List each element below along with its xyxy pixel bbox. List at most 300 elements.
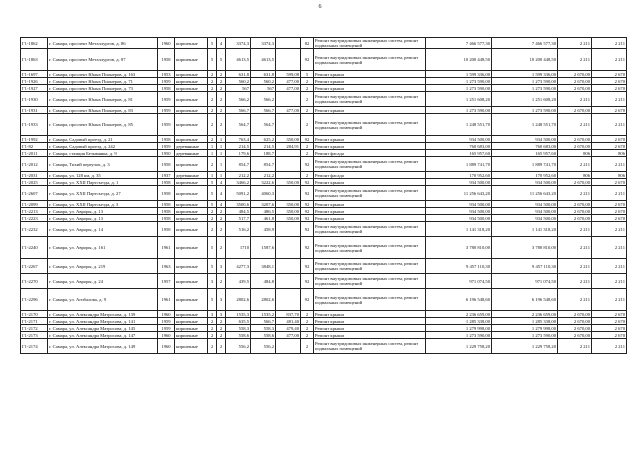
cell-unit-price-limit: 2 670 — [592, 208, 627, 215]
cell-floors: 5 — [208, 179, 217, 186]
cell-unit-price-limit: 2 211 — [592, 289, 627, 311]
cell-build-year: 1937 — [158, 172, 175, 179]
cell-wall-material: кирпичные — [175, 78, 208, 85]
cell-living-area: 4613,5 — [251, 49, 276, 71]
cell-unit-price-fact: 2 211 — [558, 92, 592, 107]
cell-cost-fund: 7 466 577,30 — [492, 38, 558, 49]
cell-total-area: 635,5 — [226, 318, 251, 325]
cell-living-area: 1535,2 — [251, 311, 276, 318]
cell-cost-fund: 10 200 448,50 — [492, 49, 558, 71]
cell-address: г. Самара, ул. Александра Матросова, д. 149 — [48, 339, 158, 354]
cell-unit-price-limit: 806 — [592, 150, 627, 157]
cell-build-year: 1960 — [158, 311, 175, 318]
cell-registry-id: Г1-2267 — [21, 259, 48, 274]
cell-wall-material: деревянные — [175, 150, 208, 157]
cell-build-year: 1953 — [158, 71, 175, 78]
cell-floors: 2 — [208, 318, 217, 325]
cell-wall-material: кирпичные — [175, 222, 208, 237]
cell-address: г. Самара, проспект Юных Пионеров, д. 71 — [48, 78, 158, 85]
cell-unit-code: 2 — [301, 172, 314, 179]
cell-wall-material: кирпичные — [175, 71, 208, 78]
cell-entrances: 2 — [217, 78, 226, 85]
cell-build-year: 1958 — [158, 208, 175, 215]
cell-cost-total: 3 780 810,00 — [426, 237, 492, 259]
cell-work-type: Ремонт крыши — [314, 143, 426, 150]
cell-living-area: 3222,6 — [251, 179, 276, 186]
cell-entrances: 1 — [217, 150, 226, 157]
cell-unit-code: 2 — [301, 318, 314, 325]
cell-entrances: 1 — [217, 157, 226, 172]
cell-cost-total: 1 229 758,20 — [426, 339, 492, 354]
cell-wall-material: кирпичные — [175, 107, 208, 114]
cell-living-area: 567 — [251, 85, 276, 92]
cell-work-volume — [276, 172, 301, 179]
cell-unit-price-limit: 2 211 — [592, 237, 627, 259]
cell-work-type: Ремонт внутридомовых инженерных систем, ремонт подвальных помещений — [314, 157, 426, 172]
cell-floors: 5 — [208, 237, 217, 259]
cell-cost-total: 1 279 998,00 — [426, 325, 492, 332]
cell-wall-material: кирпичные — [175, 274, 208, 289]
cell-registry-id: Г1-2012 — [21, 157, 48, 172]
cell-work-volume: 350,00 — [276, 201, 301, 208]
cell-cost-total: 1 141 318,20 — [426, 222, 492, 237]
cell-address: г. Самара, ул. Авроры, д. 13 — [48, 208, 158, 215]
cell-cost-fund: 760 683,00 — [492, 143, 558, 150]
cell-work-type: Ремонт внутридомовых инженерных систем, ремонт подвальных помещений — [314, 49, 426, 71]
cell-address: г. Самара, ул. Александра Матросова, д. 141 — [48, 318, 158, 325]
cell-work-volume — [276, 259, 301, 274]
cell-work-volume — [276, 222, 301, 237]
table-row — [21, 237, 627, 259]
cell-address: г. Самара, ул. Авроры, д. 161 — [48, 237, 158, 259]
cell-total-area: 854,7 — [226, 157, 251, 172]
cell-entrances: 3 — [217, 289, 226, 311]
cell-work-volume: 477,00 — [276, 107, 301, 114]
cell-unit-code: 2 — [301, 78, 314, 85]
cell-living-area: 212,2 — [251, 172, 276, 179]
cell-registry-id: Г1-2270 — [21, 274, 48, 289]
cell-entrances: 2 — [217, 114, 226, 136]
cell-registry-id: Г1-2172 — [21, 325, 48, 332]
cell-entrances: 2 — [217, 107, 226, 114]
cell-work-volume — [276, 38, 301, 49]
cell-work-type: Ремонт крыши — [314, 85, 426, 92]
cell-unit-price-limit: 2 211 — [592, 259, 627, 274]
cell-unit-price-fact: 2 670,00 — [558, 71, 592, 78]
cell-cost-total: 7 466 577,30 — [426, 38, 492, 49]
cell-cost-fund: 934 500,00 — [492, 215, 558, 222]
cell-work-type: Ремонт крыши — [314, 325, 426, 332]
cell-cost-fund: 165 957,60 — [492, 150, 558, 157]
table-row — [21, 311, 627, 318]
cell-total-area: 5091,2 — [226, 186, 251, 201]
cell-living-area: 854,7 — [251, 157, 276, 172]
cell-address: г. Самара, проспект Юных Пионеров, д. 83 — [48, 107, 158, 114]
cell-unit-price-limit: 2 211 — [592, 114, 627, 136]
table-row — [21, 259, 627, 274]
cell-cost-fund: 1 889 741,70 — [492, 157, 558, 172]
cell-unit-code: 5 — [301, 71, 314, 78]
cell-cost-fund: 934 500,00 — [492, 136, 558, 143]
cell-work-volume: 481,40 — [276, 318, 301, 325]
cell-cost-total: 1 889 741,70 — [426, 157, 492, 172]
cell-unit-price-fact: 2 670,00 — [558, 143, 592, 150]
table-row — [21, 143, 627, 150]
cell-floors: 3 — [208, 311, 217, 318]
cell-work-volume — [276, 114, 301, 136]
cell-entrances: 3 — [217, 311, 226, 318]
cell-total-area: 214,5 — [226, 143, 251, 150]
cell-build-year: 1959 — [158, 325, 175, 332]
cell-living-area: 566,7 — [251, 107, 276, 114]
cell-work-volume: 350,00 — [276, 215, 301, 222]
cell-registry-id: Г1-1930 — [21, 92, 48, 107]
cell-build-year: 1958 — [158, 85, 175, 92]
cell-work-type: Ремонт крыши — [314, 332, 426, 339]
table-row — [21, 215, 627, 222]
cell-registry-id: Г1-1863 — [21, 49, 48, 71]
cell-unit-price-limit: 2 211 — [592, 157, 627, 172]
cell-registry-id: Г1-82 — [21, 143, 48, 150]
cell-registry-id: Г1-1933 — [21, 114, 48, 136]
cell-unit-code: 92 — [301, 179, 314, 186]
cell-cost-fund: 2 236 659,00 — [492, 311, 558, 318]
cell-floors: 2 — [208, 78, 217, 85]
cell-build-year: 1958 — [158, 222, 175, 237]
cell-work-type: Ремонт внутридомовых инженерных систем, ремонт подвальных помещений — [314, 186, 426, 201]
cell-unit-price-fact: 2 211 — [558, 157, 592, 172]
cell-unit-code: 2 — [301, 339, 314, 354]
cell-cost-fund: 1 251 608,20 — [492, 92, 558, 107]
cell-wall-material: кирпичные — [175, 259, 208, 274]
cell-entrances: 2 — [217, 339, 226, 354]
cell-entrances: 2 — [217, 318, 226, 325]
cell-registry-id: Г1-1926 — [21, 78, 48, 85]
table-row — [21, 208, 627, 215]
cell-unit-code: 2 — [301, 332, 314, 339]
cell-floors: 2 — [208, 114, 217, 136]
cell-cost-total: 165 957,60 — [426, 150, 492, 157]
cell-living-area: 461,8 — [251, 215, 276, 222]
cell-registry-id: Г1-2296 — [21, 289, 48, 311]
cell-work-type: Ремонт крыши — [314, 179, 426, 186]
cell-cost-fund: 1 273 590,00 — [492, 107, 558, 114]
cell-build-year: 1958 — [158, 136, 175, 143]
cell-cost-fund: 9 457 110,30 — [492, 259, 558, 274]
cell-unit-price-limit: 2 670 — [592, 332, 627, 339]
table-row — [21, 38, 627, 49]
cell-cost-total: 1 251 608,20 — [426, 92, 492, 107]
cell-floors: 1 — [208, 143, 217, 150]
cell-wall-material: кирпичные — [175, 237, 208, 259]
cell-cost-fund: 971 074,50 — [492, 274, 558, 289]
cell-wall-material: кирпичные — [175, 325, 208, 332]
cell-cost-fund: 1 273 590,00 — [492, 85, 558, 92]
cell-cost-fund: 1 599 336,00 — [492, 71, 558, 78]
cell-floors: 1 — [208, 150, 217, 157]
cell-living-area: 3374,3 — [251, 38, 276, 49]
cell-address: г. Самара, ул. Авроры, д. 24 — [48, 274, 158, 289]
cell-floors: 5 — [208, 201, 217, 208]
cell-cost-total: 760 683,00 — [426, 143, 492, 150]
cell-cost-fund: 1 273 590,00 — [492, 78, 558, 85]
cell-unit-code: 92 — [301, 208, 314, 215]
cell-living-area: 566,2 — [251, 92, 276, 107]
cell-floors: 5 — [208, 289, 217, 311]
table-row — [21, 157, 627, 172]
cell-registry-id: Г1-1927 — [21, 85, 48, 92]
cell-build-year: 1960 — [158, 38, 175, 49]
cell-cost-total: 6 196 548,60 — [426, 289, 492, 311]
cell-build-year: 1960 — [158, 332, 175, 339]
cell-total-area: 516,2 — [226, 222, 251, 237]
cell-unit-price-fact: 2 670,00 — [558, 85, 592, 92]
cell-entrances: 2 — [217, 208, 226, 215]
cell-address: г. Самара, ул. Александра Матросова, д. 147 — [48, 332, 158, 339]
cell-living-area: 558,3 — [251, 325, 276, 332]
table-row — [21, 136, 627, 143]
cell-living-area: 556,2 — [251, 339, 276, 354]
cell-build-year: 1959 — [158, 318, 175, 325]
cell-wall-material: кирпичные — [175, 289, 208, 311]
cell-entrances: 2 — [217, 71, 226, 78]
cell-entrances: 2 — [217, 85, 226, 92]
cell-unit-price-fact: 2 211 — [558, 222, 592, 237]
cell-floors: 2 — [208, 71, 217, 78]
cell-floors: 5 — [208, 186, 217, 201]
cell-entrances: 4 — [217, 179, 226, 186]
cell-unit-price-fact: 2 211 — [558, 339, 592, 354]
cell-total-area: 3374,3 — [226, 38, 251, 49]
table-row — [21, 186, 627, 201]
cell-floors: 2 — [208, 208, 217, 215]
cell-wall-material: кирпичные — [175, 85, 208, 92]
cell-work-type: Ремонт внутридомовых инженерных систем, ремонт подвальных помещений — [314, 38, 426, 49]
cell-registry-id: Г1-2173 — [21, 332, 48, 339]
cell-total-area: 4277,3 — [226, 259, 251, 274]
cell-wall-material: кирпичные — [175, 332, 208, 339]
cell-entrances: 4 — [217, 38, 226, 49]
cell-living-area: 3848,1 — [251, 259, 276, 274]
cell-unit-code: 2 — [301, 85, 314, 92]
cell-living-area: 188,7 — [251, 150, 276, 157]
cell-floors: 2 — [208, 157, 217, 172]
table-row — [21, 78, 627, 85]
cell-wall-material: кирпичные — [175, 157, 208, 172]
cell-unit-price-fact: 806 — [558, 150, 592, 157]
cell-unit-price-limit: 2 670 — [592, 325, 627, 332]
cell-total-area: 566,2 — [226, 92, 251, 107]
cell-floors: 2 — [208, 92, 217, 107]
table-row — [21, 222, 627, 237]
cell-build-year: 1961 — [158, 289, 175, 311]
cell-entrances: 2 — [217, 215, 226, 222]
cell-address: г. Самара, ул. Александра Матросова, д. 139 — [48, 311, 158, 318]
cell-address: г. Самара, проспект Юных Пионеров, д. 81 — [48, 92, 158, 107]
cell-work-type: Ремонт крыши — [314, 318, 426, 325]
cell-entrances: 2 — [217, 325, 226, 332]
cell-wall-material: кирпичные — [175, 179, 208, 186]
cell-unit-code: 92 — [301, 136, 314, 143]
cell-living-area: 214,5 — [251, 143, 276, 150]
cell-total-area: 439,5 — [226, 274, 251, 289]
cell-unit-code: 92 — [301, 259, 314, 274]
cell-work-volume: 350,00 — [276, 179, 301, 186]
cell-unit-price-fact: 2 670,00 — [558, 311, 592, 318]
cell-work-volume: 284,91 — [276, 143, 301, 150]
cell-work-volume — [276, 237, 301, 259]
cell-cost-fund: 170 952,60 — [492, 172, 558, 179]
cell-work-type: Ремонт крыши — [314, 78, 426, 85]
cell-total-area: 763,4 — [226, 136, 251, 143]
cell-unit-code: 2 — [301, 311, 314, 318]
table-row — [21, 318, 627, 325]
cell-cost-total: 934 500,00 — [426, 215, 492, 222]
cell-entrances: 5 — [217, 49, 226, 71]
cell-registry-id: Г1-2240 — [21, 237, 48, 259]
cell-unit-price-limit: 2 211 — [592, 186, 627, 201]
cell-entrances: 2 — [217, 222, 226, 237]
cell-build-year: 1963 — [158, 259, 175, 274]
cell-address: г. Самара, Садовый проезд, д. 242 — [48, 143, 158, 150]
cell-unit-price-fact: 2 211 — [558, 274, 592, 289]
table-row — [21, 71, 627, 78]
cell-floors: 1 — [208, 172, 217, 179]
cell-unit-code: 2 — [301, 325, 314, 332]
cell-work-type: Ремонт крыши — [314, 311, 426, 318]
cell-unit-code: 92 — [301, 201, 314, 208]
cell-work-volume — [276, 49, 301, 71]
cell-entrances: 2 — [217, 92, 226, 107]
cell-build-year: 1958 — [158, 157, 175, 172]
cell-build-year: 1958 — [158, 49, 175, 71]
cell-build-year: 1958 — [158, 215, 175, 222]
cell-cost-total: 1 273 590,00 — [426, 332, 492, 339]
cell-living-area: 625,2 — [251, 136, 276, 143]
cell-total-area: 3466,2 — [226, 179, 251, 186]
cell-address: г. Самара, станция Безымянка, д. 9 — [48, 150, 158, 157]
cell-entrances: 1 — [217, 136, 226, 143]
cell-registry-id: Г1-2099 — [21, 201, 48, 208]
cell-address: г. Самара, ул. XXII Партсъезда, д. 1 — [48, 179, 158, 186]
cell-work-type: Ремонт крыши — [314, 107, 426, 114]
cell-work-volume: 599,08 — [276, 71, 301, 78]
cell-living-area: 566,7 — [251, 318, 276, 325]
cell-entrances: 1 — [217, 172, 226, 179]
cell-entrances: 4 — [217, 201, 226, 208]
cell-cost-fund: 1 285 338,00 — [492, 318, 558, 325]
cell-address: г. Самара, проспект Юных Пионеров, д. 163 — [48, 71, 158, 78]
cell-living-area: 558,6 — [251, 332, 276, 339]
cell-total-area: 631,8 — [226, 71, 251, 78]
cell-cost-fund: 934 500,00 — [492, 201, 558, 208]
cell-unit-code: 2 — [301, 114, 314, 136]
cell-build-year: 1957 — [158, 274, 175, 289]
cell-unit-price-fact: 2 211 — [558, 38, 592, 49]
cell-unit-price-limit: 2 670 — [592, 318, 627, 325]
cell-work-type: Ремонт крыши — [314, 215, 426, 222]
cell-unit-price-limit: 2 211 — [592, 339, 627, 354]
cell-work-volume: 350,00 — [276, 208, 301, 215]
cell-unit-code: 92 — [301, 274, 314, 289]
cell-build-year: 1958 — [158, 179, 175, 186]
cell-total-area: 4613,5 — [226, 49, 251, 71]
cell-living-area: 484,8 — [251, 274, 276, 289]
cell-work-type: Ремонт крыши — [314, 208, 426, 215]
cell-living-area: 564,7 — [251, 114, 276, 136]
table-row — [21, 114, 627, 136]
cell-work-type: Ремонт крыши — [314, 201, 426, 208]
cell-cost-total: 1 273 590,00 — [426, 78, 492, 85]
cell-unit-price-limit: 2 211 — [592, 38, 627, 49]
cell-address: г. Самара, ул. XXII Партсъезда, д. 3 — [48, 201, 158, 208]
cell-entrances: 4 — [217, 186, 226, 201]
cell-unit-price-limit: 2 670 — [592, 311, 627, 318]
cell-unit-price-fact: 2 670,00 — [558, 136, 592, 143]
cell-address: г. Самара, проспект Металлургов, д. 86 — [48, 38, 158, 49]
table-row — [21, 325, 627, 332]
cell-living-area: 486,5 — [251, 208, 276, 215]
cell-cost-total: 934 500,00 — [426, 201, 492, 208]
cell-unit-price-fact: 2 211 — [558, 186, 592, 201]
cell-unit-price-limit: 2 670 — [592, 136, 627, 143]
cell-unit-price-limit: 2 670 — [592, 85, 627, 92]
cell-registry-id: Г1-1992 — [21, 136, 48, 143]
cell-cost-total: 934 500,00 — [426, 179, 492, 186]
cell-registry-id: Г1-1931 — [21, 107, 48, 114]
cell-build-year: 1958 — [158, 201, 175, 208]
table-row — [21, 339, 627, 354]
cell-work-volume — [276, 274, 301, 289]
cell-unit-price-limit: 2 211 — [592, 49, 627, 71]
cell-wall-material: кирпичные — [175, 92, 208, 107]
cell-cost-total: 1 273 590,00 — [426, 85, 492, 92]
cell-work-type: Ремонт внутридомовых инженерных систем, ремонт подвальных помещений — [314, 274, 426, 289]
cell-total-area: 212,2 — [226, 172, 251, 179]
cell-wall-material: кирпичные — [175, 38, 208, 49]
cell-unit-price-limit: 806 — [592, 172, 627, 179]
cell-build-year: 1959 — [158, 92, 175, 107]
cell-registry-id: Г1-2025 — [21, 179, 48, 186]
cell-living-area: 3207,6 — [251, 201, 276, 208]
cell-work-type: Ремонт внутридомовых инженерных систем, ремонт подвальных помещений — [314, 339, 426, 354]
cell-wall-material: кирпичные — [175, 201, 208, 208]
cell-total-area: 564,7 — [226, 114, 251, 136]
cell-build-year: 1959 — [158, 78, 175, 85]
cell-unit-price-fact: 2 670,00 — [558, 325, 592, 332]
table-row — [21, 332, 627, 339]
table-row — [21, 49, 627, 71]
cell-unit-price-limit: 2 211 — [592, 274, 627, 289]
cell-address: г. Самара, проспект Юных Пионеров, д. 73 — [48, 85, 158, 92]
cell-work-volume — [276, 157, 301, 172]
table-row — [21, 172, 627, 179]
cell-total-area: 2802,6 — [226, 289, 251, 311]
cell-unit-code: 2 — [301, 107, 314, 114]
cell-unit-price-fact: 2 211 — [558, 114, 592, 136]
cell-cost-total: 9 457 110,30 — [426, 259, 492, 274]
cell-cost-total: 11 256 643,20 — [426, 186, 492, 201]
cell-registry-id: Г1-1697 — [21, 71, 48, 78]
cell-total-area: 517,7 — [226, 215, 251, 222]
cell-address: г. Самара, проспект Юных Пионеров, д. 85 — [48, 114, 158, 136]
table-row — [21, 289, 627, 311]
cell-work-type: Ремонт внутридомовых инженерных систем, ремонт подвальных помещений — [314, 222, 426, 237]
cell-floors: 2 — [208, 325, 217, 332]
cell-unit-price-fact: 806 — [558, 172, 592, 179]
cell-address: г. Самара, ул. Авроры, д. 14 — [48, 222, 158, 237]
cell-unit-price-fact: 2 670,00 — [558, 107, 592, 114]
